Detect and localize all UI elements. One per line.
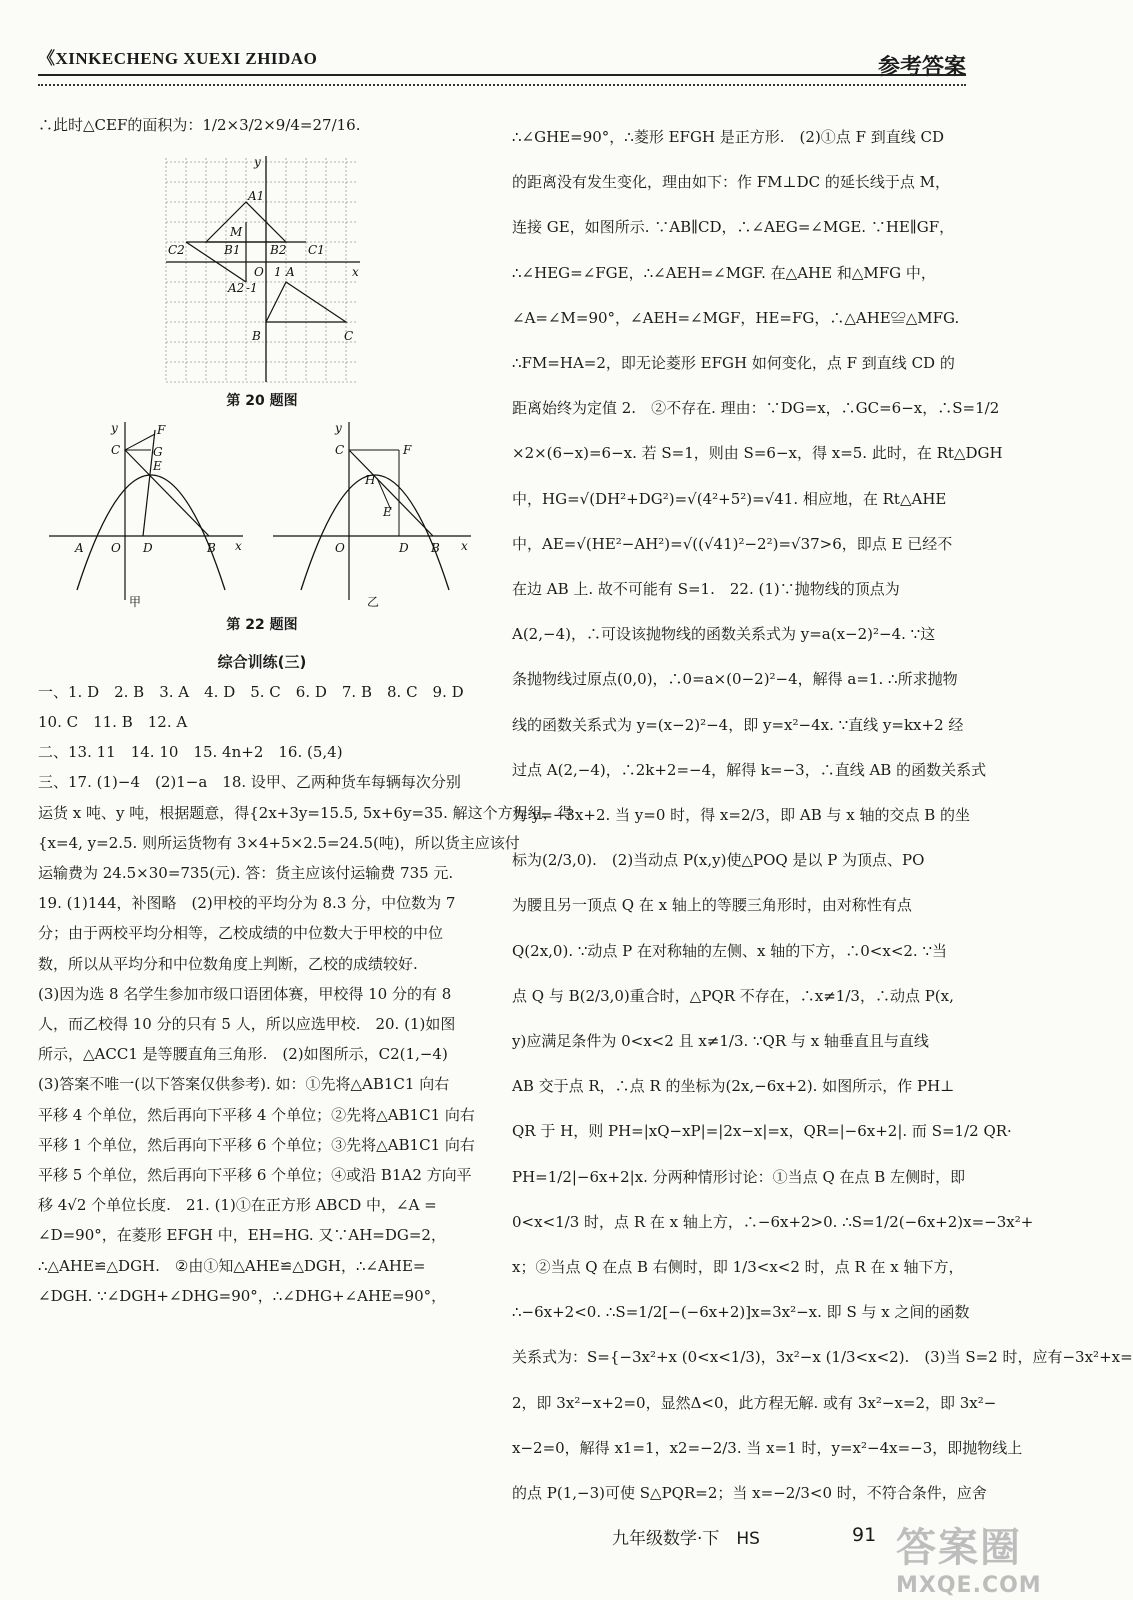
text-line: 点 Q 与 B(2/3,0)重合时，△PQR 不存在，∴x≠1/3，∴动点 P(x, — [512, 986, 954, 1005]
text-line: 线的函数关系式为 y=(x−2)²−4，即 y=x²−4x. ∵直线 y=kx+2 经 — [512, 715, 964, 734]
label-b1: B1 — [224, 243, 241, 258]
yi-label-d: D — [399, 541, 409, 556]
text-line: ∠A=∠M=90°，∠AEH=∠MGF，HE=FG，∴△AHE≌△MFG. — [512, 308, 960, 327]
text-line: 的点 P(1,−3)可使 S△PQR=2；当 x=−2/3<0 时，不符合条件，应舍 — [512, 1484, 987, 1503]
jia-label-g: G — [153, 445, 163, 460]
text-line: 为腰且另一顶点 Q 在 x 轴上的等腰三角形时，由对称性有点 — [512, 896, 912, 915]
label-b: B — [252, 329, 261, 344]
jia-label-d: D — [143, 541, 153, 556]
text-line: 19. (1)144，补图略 (2)甲校的平均分为 8.3 分，中位数为 7 — [38, 894, 456, 913]
yi-label-x: x — [461, 539, 468, 554]
jia-label-a: A — [75, 541, 84, 556]
text-line: ∴FM=HA=2，即无论菱形 EFGH 如何变化，点 F 到直线 CD 的 — [512, 354, 955, 373]
text-line: 运输费为 24.5×30=735(元). 答：货主应该付运输费 735 元. — [38, 864, 454, 883]
text-line: 平移 4 个单位，然后再向下平移 4 个单位；②先将△AB1C1 向右 — [38, 1105, 475, 1124]
jia-label-o: O — [111, 541, 121, 556]
text-line: 中，HG=√(DH²+DG²)=√(4²+5²)=√41. 相应地，在 Rt△AHE — [512, 489, 947, 508]
yi-label-f: F — [403, 443, 412, 458]
text-line: ∴∠HEG=∠FGE，∴∠AEH=∠MGF. 在△AHE 和△MFG 中， — [512, 263, 936, 282]
left-answer-lines — [38, 677, 573, 1311]
label-a1: A1 — [248, 189, 265, 204]
page-number: 91 — [852, 1524, 877, 1546]
yi-label-h: H — [365, 473, 376, 488]
text-line: 关系式为：S={−3x²+x (0<x<1/3)，3x²−x (1/3<x<2). (3)当 S=2 时，应有−3x²+x= — [512, 1348, 1133, 1367]
yi-label-b: B — [431, 541, 440, 556]
watermark-text: 答案圈 — [896, 1525, 1022, 1571]
text-line: 的距离没有发生变化，理由如下：作 FM⊥DC 的延长线于点 M， — [512, 173, 951, 192]
label-neg1: -1 — [246, 281, 258, 296]
text-line: 距离始终为定值 2. ②不存在. 理由：∵DG=x，∴GC=6−x，∴S=1/2 — [512, 399, 1000, 418]
text-line: Q(2x,0). ∵动点 P 在对称轴的左侧、x 轴的下方，∴0<x<2. ∵当 — [512, 941, 948, 960]
label-b2: B2 — [270, 243, 287, 258]
label-c1: C1 — [308, 243, 325, 258]
text-line: 所示，△ACC1 是等腰直角三角形. (2)如图所示，C2(1,−4) — [38, 1045, 448, 1064]
jia-line-cb — [125, 450, 209, 536]
text-line: (3)因为选 8 名学生参加市级口语团体赛，甲校得 10 分的有 8 — [38, 984, 452, 1003]
text-line: 连接 GE，如图所示. ∵AB∥CD，∴∠AEG=∠MGE. ∵HE∥GF， — [512, 218, 955, 237]
text-line: 为 y=−3x+2. 当 y=0 时，得 x=2/3，即 AB 与 x 轴的交点 B 的坐 — [512, 806, 971, 825]
label-c2: C2 — [168, 243, 185, 258]
text-line: ∠DGH. ∵∠DGH+∠DHG=90°，∴∠DHG+∠AHE=90°， — [38, 1286, 447, 1305]
label-m: M — [230, 225, 243, 240]
text-line: {x=4, y=2.5. 则所运货物有 3×4+5×2.5=24.5(吨)，所以货主应该付 — [38, 833, 520, 852]
footer-book-title: 九年级数学·下 HS — [612, 1529, 760, 1549]
figure-22-parabolas — [47, 420, 477, 610]
label-y: y — [254, 155, 261, 170]
jia-label-f: F — [157, 423, 166, 438]
text-line: 0<x<1/3 时，点 R 在 x 轴上方，∴−6x+2>0. ∴S=1/2(−6x+2)x=−3x²+ — [512, 1212, 1034, 1231]
text-line: 数，所以从平均分和中位数角度上判断，乙校的成绩较好. — [38, 954, 418, 973]
text-line: ∴∠GHE=90°，∴菱形 EFGH 是正方形. (2)①点 F 到直线 CD — [512, 128, 945, 146]
text-line: 在边 AB 上. 故不可能有 S=1. 22. (1)∵抛物线的顶点为 — [512, 580, 900, 599]
text-line: 平移 1 个单位，然后再向下平移 6 个单位；③先将△AB1C1 向右 — [38, 1135, 475, 1154]
figure-22-caption: 第 22 题图 — [226, 617, 298, 634]
watermark-logo — [896, 1516, 1064, 1598]
jia-parabola — [77, 475, 225, 590]
yi-line-cb — [349, 450, 433, 536]
text-line: AB 交于点 R，∴点 R 的坐标为(2x,−6x+2). 如图所示，作 PH⊥ — [512, 1077, 955, 1096]
label-one: 1 — [274, 265, 282, 280]
text-line: ∴此时△CEF的面积为：1/2×3/2×9/4=27/16. — [38, 116, 361, 134]
yi-label-o: O — [335, 541, 345, 556]
text-line: 中，AE=√(HE²−AH²)=√((√41)²−2²)=√37>6，即点 E 已经不 — [512, 534, 953, 553]
text-line: 分；由于两校平均分相等，乙校成绩的中位数大于甲校的中位 — [38, 924, 444, 943]
text-line: ∴−6x+2<0. ∴S=1/2[−(−6x+2)]x=3x²−x. 即 S 与 x 之间的函数 — [512, 1303, 970, 1322]
text-line: 过点 A(2,−4)，∴2k+2=−4，解得 k=−3，∴直线 AB 的函数关系式 — [512, 760, 987, 779]
text-line: 平移 5 个单位，然后再向下平移 6 个单位；④或沿 B1A2 方向平 — [38, 1166, 472, 1185]
label-a2: A2 — [228, 281, 245, 296]
text-line: x−2=0，解得 x1=1，x2=−2/3. 当 x=1 时，y=x²−4x=−3，即抛物线上 — [512, 1438, 1023, 1457]
yi-label-y: y — [335, 421, 342, 436]
label-c: C — [344, 329, 354, 344]
figure-20-grid — [162, 154, 362, 386]
text-line: 标为(2/3,0). (2)当动点 P(x,y)使△POQ 是以 P 为顶点、PO — [512, 851, 925, 870]
right-column — [512, 115, 1133, 1516]
text-line: ∠D=90°，在菱形 EFGH 中，EH=HG. 又∵AH=DG=2， — [38, 1226, 446, 1245]
header-series-title: 《XINKECHENG XUEXI ZHIDAO — [38, 49, 318, 68]
text-line: 条抛物线过原点(0,0)，∴0=a×(0−2)²−4，解得 a=1. ∴所求抛物 — [512, 670, 958, 689]
text-line: A(2,−4)，∴可设该抛物线的函数关系式为 y=a(x−2)²−4. ∵这 — [512, 625, 936, 644]
text-line: 10. C 11. B 12. A — [38, 713, 188, 732]
text-line: 一、1. D 2. B 3. A 4. D 5. C 6. D 7. B 8. C 9. D — [38, 682, 464, 701]
jia-line-cf — [125, 434, 155, 450]
figure-20-caption: 第 20 题图 — [226, 393, 298, 410]
text-line: 三、17. (1)−4 (2)1−a 18. 设甲、乙两种货车每辆每次分别 — [38, 773, 461, 792]
text-line: x；②当点 Q 在点 B 右侧时，即 1/3<x<2 时，点 R 在 x 轴下方， — [512, 1258, 964, 1277]
left-column — [38, 110, 573, 1311]
label-a: A — [286, 265, 295, 280]
text-line: ∴△AHE≌△DGH. ②由①知△AHE≌△DGH，∴∠AHE= — [38, 1256, 426, 1275]
text-line: 人，而乙校得 10 分的只有 5 人，所以应选甲校. 20. (1)如图 — [38, 1015, 456, 1034]
yi-caption: 乙 — [367, 595, 380, 610]
text-line: PH=1/2|−6x+2|x. 分两种情形讨论：①当点 Q 在点 B 左侧时，即 — [512, 1167, 966, 1186]
label-o: O — [254, 265, 264, 280]
header-rule — [38, 74, 966, 76]
watermark-url: MXQE.COM — [896, 1573, 1042, 1598]
text-line: 运货 x 吨、y 吨，根据题意，得{2x+3y=15.5, 5x+6y=35. 解这个方程组，得 — [38, 803, 573, 822]
text-line: QR 于 H，则 PH=|xQ−xP|=|2x−x|=x，QR=|−6x+2|. 而 S=1/2 QR· — [512, 1122, 1012, 1141]
text-line: 2，即 3x²−x+2=0，显然Δ<0，此方程无解. 或有 3x²−x=2，即 3x²− — [512, 1393, 997, 1412]
text-line: 移 4√2 个单位长度. 21. (1)①在正方形 ABCD 中，∠A = — [38, 1196, 437, 1215]
text-line: 二、13. 11 14. 10 15. 4n+2 16. (5,4) — [38, 743, 343, 762]
text-line: (3)答案不唯一(以下答案仅供参考). 如：①先将△AB1C1 向右 — [38, 1075, 450, 1094]
yi-label-c: C — [335, 443, 345, 458]
text-line: ×2×(6−x)=6−x. 若 S=1，则由 S=6−x，得 x=5. 此时，在 Rt△DGH — [512, 444, 1003, 463]
header-section-title: 参考答案 — [877, 55, 966, 80]
yi-parabola — [301, 475, 449, 590]
jia-label-b: B — [207, 541, 216, 556]
jia-label-c: C — [111, 443, 121, 458]
jia-caption: 甲 — [129, 595, 142, 610]
section-title: 综合训练(三) — [217, 652, 307, 671]
label-x: x — [352, 265, 359, 280]
yi-label-e: E — [383, 505, 392, 520]
header-dotted-rule — [38, 84, 966, 86]
jia-label-e: E — [153, 459, 162, 474]
jia-label-x: x — [235, 539, 242, 554]
jia-label-y: y — [111, 421, 118, 436]
text-line: y)应满足条件为 0<x<2 且 x≠1/3. ∵QR 与 x 轴垂直且与直线 — [512, 1032, 929, 1051]
